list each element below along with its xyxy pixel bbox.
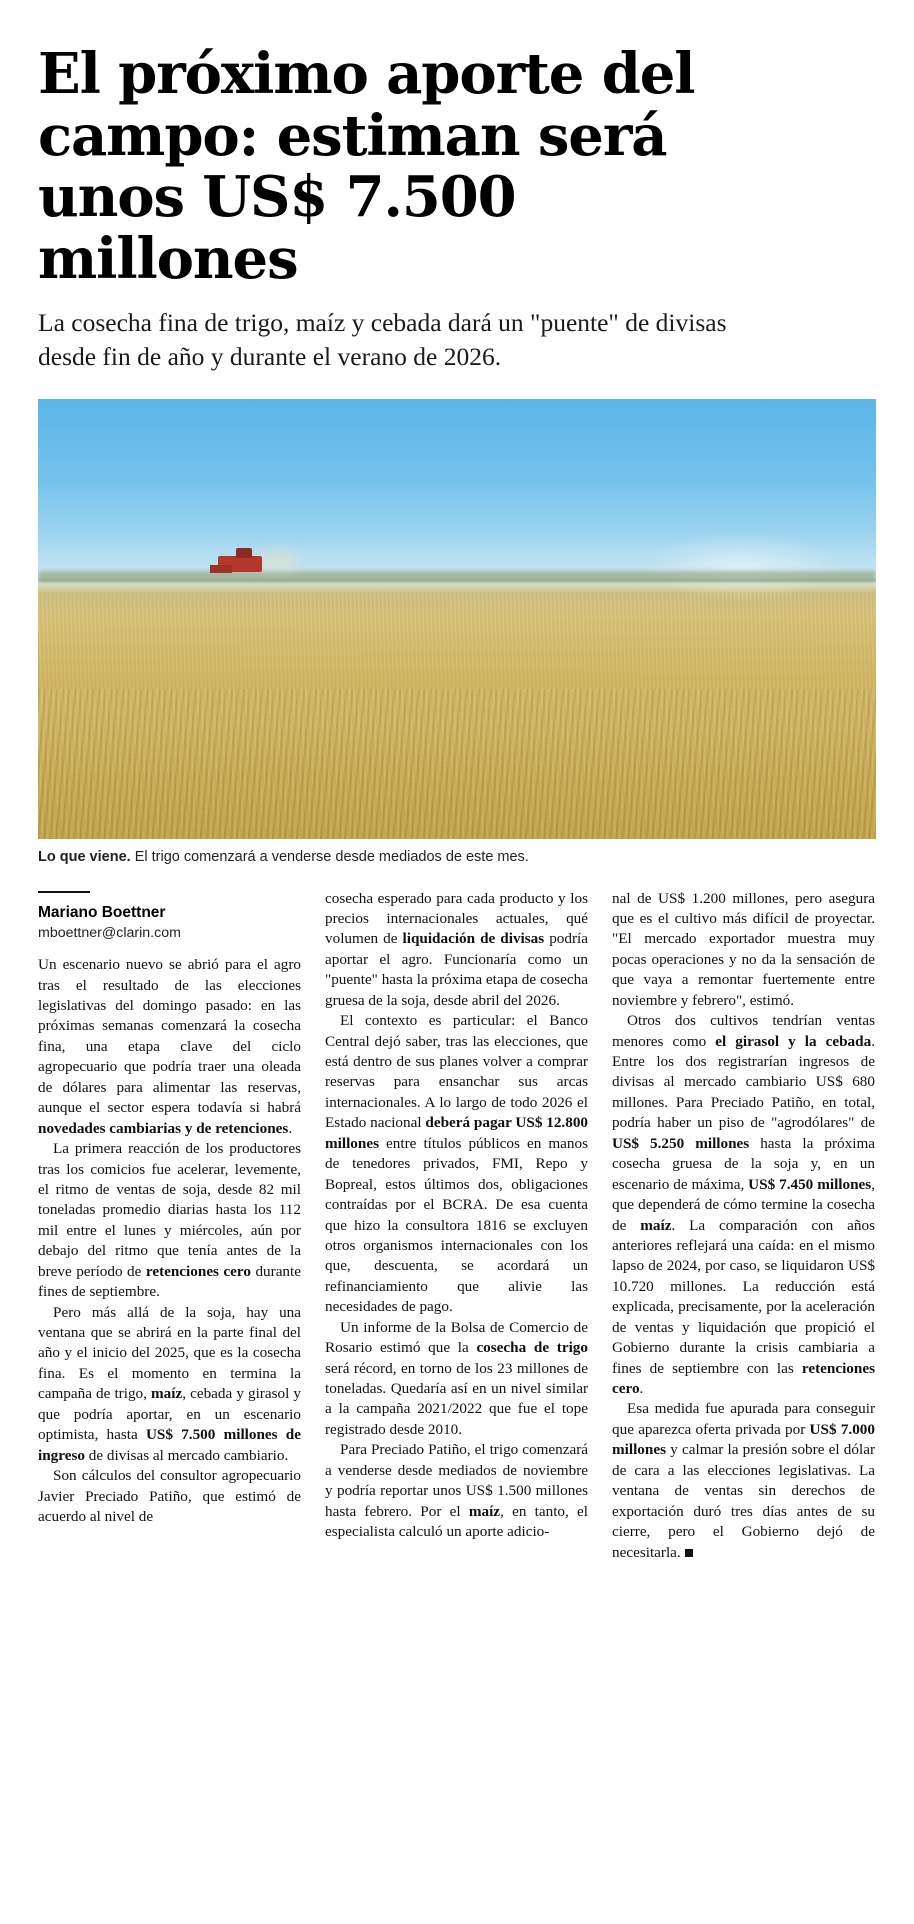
horizon-line [38, 579, 876, 582]
sun-glow [642, 531, 842, 601]
paragraph: Para Preciado Patiño, el trigo comenzará a venderse desde mediados de noviembre y podría reportar unos US$ 1.500 millones hasta febrero. Por el maíz, en tanto, el especialista calculó un aporte adicio- [325, 1441, 588, 1541]
byline-email[interactable]: mboettner@clarin.com [38, 925, 181, 942]
paragraph: Un informe de la Bolsa de Comercio de Rosario estimó que la cosecha de trigo será récord, en torno de los 23 millones de toneladas. Quedaría así en un nivel similar a la campaña 2021/2022 que fue el tope registrado desde 2010. [325, 1318, 588, 1438]
paragraph: Un escenario nuevo se abrió para el agro tras el resultado de las elecciones legislativas del domingo pasado: en las próximas semanas comenzará la cosecha fina, una etapa clave del ciclo agropecuario que podría traer una oleada de dólares para alimentar las reservas, aunque el sector espera todavía si habrá novedades cambiarias y de retenciones. [38, 956, 301, 1137]
byline-author: Mariano Boettner [38, 903, 166, 921]
article-body [38, 889, 876, 1563]
paragraph: El contexto es particular: el Banco Central dejó saber, tras las elecciones, que está dentro de sus planes volver a comprar reservas para ensanchar sus arcas internacionales. A lo largo de todo 2026 el Estado nacional deberá pagar US$ 12.800 millones entre títulos públicos en manos de tenedores privados, FMI, Repo y Bopreal, estos últimos dos, obligaciones contraídas por el BCRA. De esa cuenta que hizo la consultora 1816 se excluyen otros organismos internacionales con los que, descuenta, se acordará un refinanciamiento que alivie las necesidades de pago. [325, 1012, 589, 1316]
article-subhead: La cosecha fina de trigo, maíz y cebada dará un "puente" de divisas desde fin de año y durante el verano de 2026. [38, 308, 727, 371]
wheat-texture-near [38, 689, 876, 839]
column-3 [612, 889, 875, 1563]
paragraph: Otros dos cultivos tendrían ventas menores como el girasol y la cebada. Entre los dos registrarían ingresos de divisas al mercado cambiario US$ 680 millones. Para Preciado Patiño, en total, podría haber un piso de "agrodólares" de US$ 5.250 millones hasta la próxima cosecha gruesa de la soja y, en un escenario de máxima, US$ 7.450 millones, que dependerá de cómo termine la cosecha de maíz. La comparación con años anteriores reflejará una caída: en el mismo lapso de 2024, por caso, se liquidaron US$ 10.720 millones. La reducción está explicada, precisamente, por la aceleración de ventas y liquidación que propició el Gobierno durante la crisis cambiaria a fines de septiembre con las retenciones cero. [612, 1012, 876, 1397]
paragraph: Pero más allá de la soja, hay una ventana que se abrirá en la parte final del año y el inicio del 2025, que es la cosecha fina. Es el momento en termina la campaña de trigo, maíz, cebada y girasol y que podría aportar, en un escenario optimista, hasta US$ 7.500 millones de ingreso de divisas al mercado cambiario. [38, 1303, 302, 1464]
end-mark-icon [685, 1549, 693, 1557]
paragraph-text: Esa medida fue apurada para conseguir que aparezca oferta privada por US$ 7.000 millones y calmar la presión sobre el dólar de cara a las elecciones legislativas. La ventana de ventas sin derechos de exportación duró tres días antes de su cierre, pero el Gobierno dejó de necesitarla. [612, 1400, 875, 1561]
article-photo [38, 399, 876, 839]
wheat-field-photo [38, 399, 876, 839]
photo-caption-lead: Lo que viene. [38, 848, 131, 865]
paragraph-last [612, 1399, 875, 1563]
column-2 [325, 889, 588, 1563]
paragraph: Son cálculos del consultor agropecuario Javier Preciado Patiño, que estimó de acuerdo al nivel de [38, 1467, 301, 1525]
harvester-header [210, 565, 232, 573]
harvester-cab [236, 548, 252, 558]
paragraph: cosecha esperado para cada producto y los precios internacionales actuales, qué volumen de liquidación de divisas podría aportar el agro. Funcionaría como un "puente" hasta la próxima etapa de cosecha gruesa de la soja, desde abril del 2026. [325, 889, 588, 1009]
paragraph: La primera reacción de los productores tras los comicios fue acelerar, levemente, el ritmo de ventas de soja, desde 82 mil toneladas promedio diarias hasta los 112 mil entre el lunes y miércoles, aún por debajo del ritmo que tenía antes de la breve período de retenciones cero durante fines de septiembre. [38, 1140, 301, 1301]
column-1 [38, 889, 301, 1563]
paragraph: nal de US$ 1.200 millones, pero asegura que es el cultivo más difícil de proyectar. "El mercado exportador muestra muy pocas operaciones y no da la sensación de que vaya a remontar fuertemente entre noviembre y febrero", estimó. [612, 889, 875, 1009]
harvester-icon [210, 546, 272, 580]
byline-rule [38, 891, 90, 893]
photo-caption-text: El trigo comenzará a venderse desde mediados de este mes. [130, 848, 529, 865]
page-title: El próximo aporte del campo: estiman será unos US$ 7.500 millones [38, 41, 695, 292]
photo-caption [38, 848, 876, 867]
